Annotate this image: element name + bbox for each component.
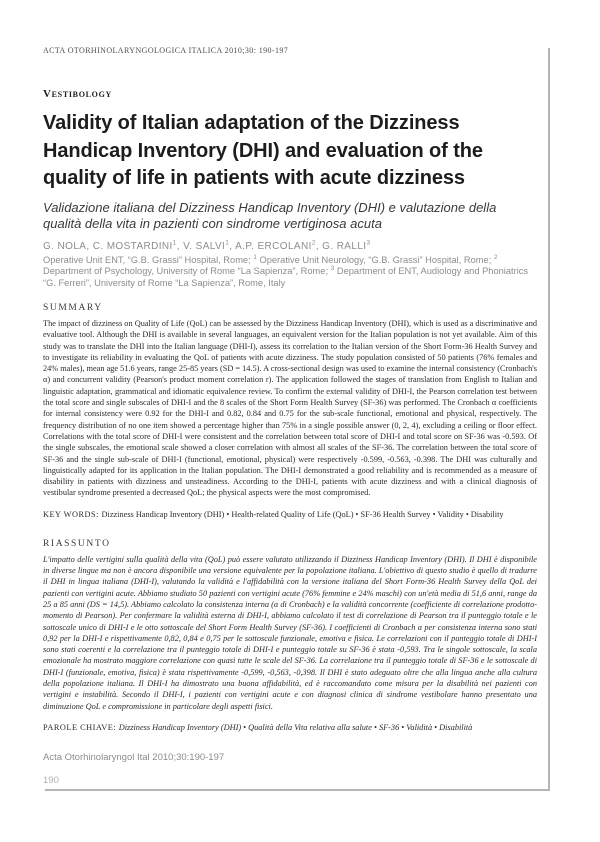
affiliation-text: Operative Unit ENT, “G.B. Grassi” Hospital, Rome; [43, 254, 254, 265]
riassunto-body: L'impatto delle vertigini sulla qualità della vita (QoL) può essere valutato utilizzando il Dizziness Handicap Inventory (DHI). Il DHI è disponibile in diverse lingue ma non è ancora disponibile una versione equivalente per la popolazione italiana. L'obiettivo di questo studio è quello di tradurre il DHI in lingua italiana (DHI-I), valutando la validità e l'affidabilità con la versione italiana del Short Form-36 Health Survey della QoL dei pazienti con vertigini acute. Abbiamo studiato 50 pazienti con vertigini acute (76% femmine e 24% maschi) con un'età media di 51,6 anni, range da 25 a 85 anni (DS = 14,5). Abbiamo calcolato la consistenza interna (α di Cronbach) e la validità concorrente (coefficiente di correlazione prodotto-momento di Pearson). Per confermare la validità esterna di DHI-I, abbiamo calcolato il test di correlazione di Pearson tra il punteggio totale e le sottoscale unico di DHI-I e le otto sottoscale del Short Form Health Survey (SF-36). I coefficienti di Cronbach α per consistenza interna sono stati 0,92 per la DHI-I e rispettivamente 0,82, 0,84 e 0,75 per le sottoscale funzionale, emotiva e fisica. Le correlazioni con il punteggio totale di DHI-I sono stati coerenti e la correlazione tra il punteggio totale di DHI-I e punteggio totale su SF-36 è stata -0,593. Tra le singole sottoscale, la scala emozionale ha mostrato maggiore correlazione con quasi tutte le scale del SF-36. La correlazione tra il punteggio totale di SF-36 e le sottoscale di DHI-I (funzionale, emotiva, fisica) è stata rispettivamente -0,599, -0,563, -0,398. Il DHI è stato adeguato oltre che alla lingua anche alla cultura della popolazione italiana. Il DHI-I ha dimostrato una buona affidabilità, ed è raccomandato come misura per la disabilità nei pazienti con vertigini e instabilità. Secondo il DHI-I, i pazienti con vertigini acute e con diagnosi clinica di sindrome vestibolare hanno presentato una diminuzione QoL e compromissione in particolare degli aspetti fisici. [43, 554, 537, 711]
affiliation-superscript: 3 [330, 264, 335, 272]
authors-line [43, 241, 537, 252]
author-superscript: 2 [311, 239, 316, 247]
affiliations [43, 255, 537, 290]
author-superscript: 1 [225, 239, 230, 247]
keywords-line [43, 509, 537, 520]
summary-heading: SUMMARY [43, 303, 103, 313]
article-content [43, 46, 537, 733]
author-name-segment: , A.P. ERCOLANI [229, 240, 312, 252]
author-name-segment: G. NOLA, C. MOSTARDINI [43, 240, 173, 252]
keywords-text: Dizziness Handicap Inventory (DHI) • Health-related Quality of Life (QoL) • SF-36 Health Survey • Validity • Disability [101, 509, 504, 519]
affiliation-superscript: 2 [493, 253, 498, 261]
article-title-italian: Validazione italiana del Dizziness Handicap Inventory (DHI) e valutazione della qualità della vita in pazienti con sindrome vertiginosa acuta [43, 199, 497, 231]
author-name-segment: , G. RALLI [315, 240, 367, 252]
parole-chiave-line [43, 722, 537, 733]
affiliation-superscript: 1 [253, 253, 257, 261]
affiliation-text: Department of Psychology, University of Rome “La Sapienza”, Rome; [43, 266, 331, 276]
article-title-english: Validity of Italian adaptation of the Dizziness Handicap Inventory (DHI) and evaluation of the quality of life in patients with acute dizziness [43, 112, 483, 189]
author-superscript: 1 [172, 239, 177, 247]
page-edge-vertical-line [548, 48, 550, 791]
parole-chiave-label: PAROLE CHIAVE: [43, 722, 119, 732]
summary-body: The impact of dizziness on Quality of Life (QoL) can be assessed by the Dizziness Handicap Inventory (DHI), which is used as a discriminative and evaluative tool. Although the DHI is available in several languages, an equivalent version for the Italian population is not yet available. Aim of this study was to translate the DHI into the Italian language (DHI-I), assess its correlation to the Italian version of the Short Form-36 Health Survey and to investigate its reliability in evaluating the QoL of patients with acute dizziness. The study population consisted of 50 patients (76% females and 24% males), mean age 51.6 years, range 25-85 years (SD = 14.5). A cross-sectional design was used to examine the internal consistency (Cronbach's α) and concurrent validity (Pearson's product moment correlation r). The application followed the stages of translation from English to Italian and linguistic adaptation, grammatical and idiomatic equivalence review. To confirm the external validity of DHI-I, the Pearson correlation test between the total score and single subscales of DHI-I and the 8 scales of the Short Form Health Survey (SF-36) was performed. The Cronbach α coefficients for internal consistency were 0.92 for the DHI-I and 0.82, 0.84 and 0.75 for the sub-scale functional, emotional and physical, respectively. The frequency distribution of no one item showed a percentage higher than 75% in a single possible answer (0, 2, 4), excluding a ceiling or floor effect. Correlations with the total score of DHI-I were consistent and the correlation between total score of DHI-I and total score on SF-36 was -0.593. Of the single subscales, the emotional scale showed a closer correlation with almost all scales of the SF-36. The correlation between the total score of SF-36 and the single sub-scale of DHI-I (functional, emotional, physical) were respectively -0.599, -0.563, -0.398. The DHI was culturally and linguistically adapted for its application in the Italian population. The DHI-I demonstrated a good reliability and is recommended as a measure of disability in patients with dizziness and unsteadiness. According to the DHI-I, patients with acute dizziness and with a clinical diagnosis of vestibular syndrome presented a decreased QoL; the physical aspects were the most compromised. [43, 319, 537, 498]
footer-citation: Acta Otorhinolaryngol Ital 2010;30:190-197 [43, 752, 225, 763]
section-label: Vestibology [43, 88, 112, 100]
author-name-segment: , V. SALVI [176, 240, 226, 252]
keywords-label: KEY WORDS: [43, 509, 102, 519]
author-superscript: 3 [366, 239, 371, 247]
journal-running-head: ACTA OTORHINOLARYNGOLOGICA ITALICA 2010;30: 190-197 [43, 46, 289, 55]
affiliation-text: Operative Unit Neurology, “G.B. Grassi” Hospital, Rome; [256, 254, 494, 265]
page-edge-horizontal-line [45, 789, 550, 791]
page-number: 190 [43, 775, 59, 786]
riassunto-heading: RIASSUNTO [43, 538, 111, 549]
affiliation-text: Department of ENT, Audiology and Phoniatrics “G. Ferreri”, University of Rome “La Sapienza”, Rome, Italy [43, 266, 529, 288]
parole-chiave-text: Dizziness Handicap Inventory (DHI) • Qualità della Vita relativa alla salute • SF-36 • Validità • Disabilità [118, 722, 473, 732]
